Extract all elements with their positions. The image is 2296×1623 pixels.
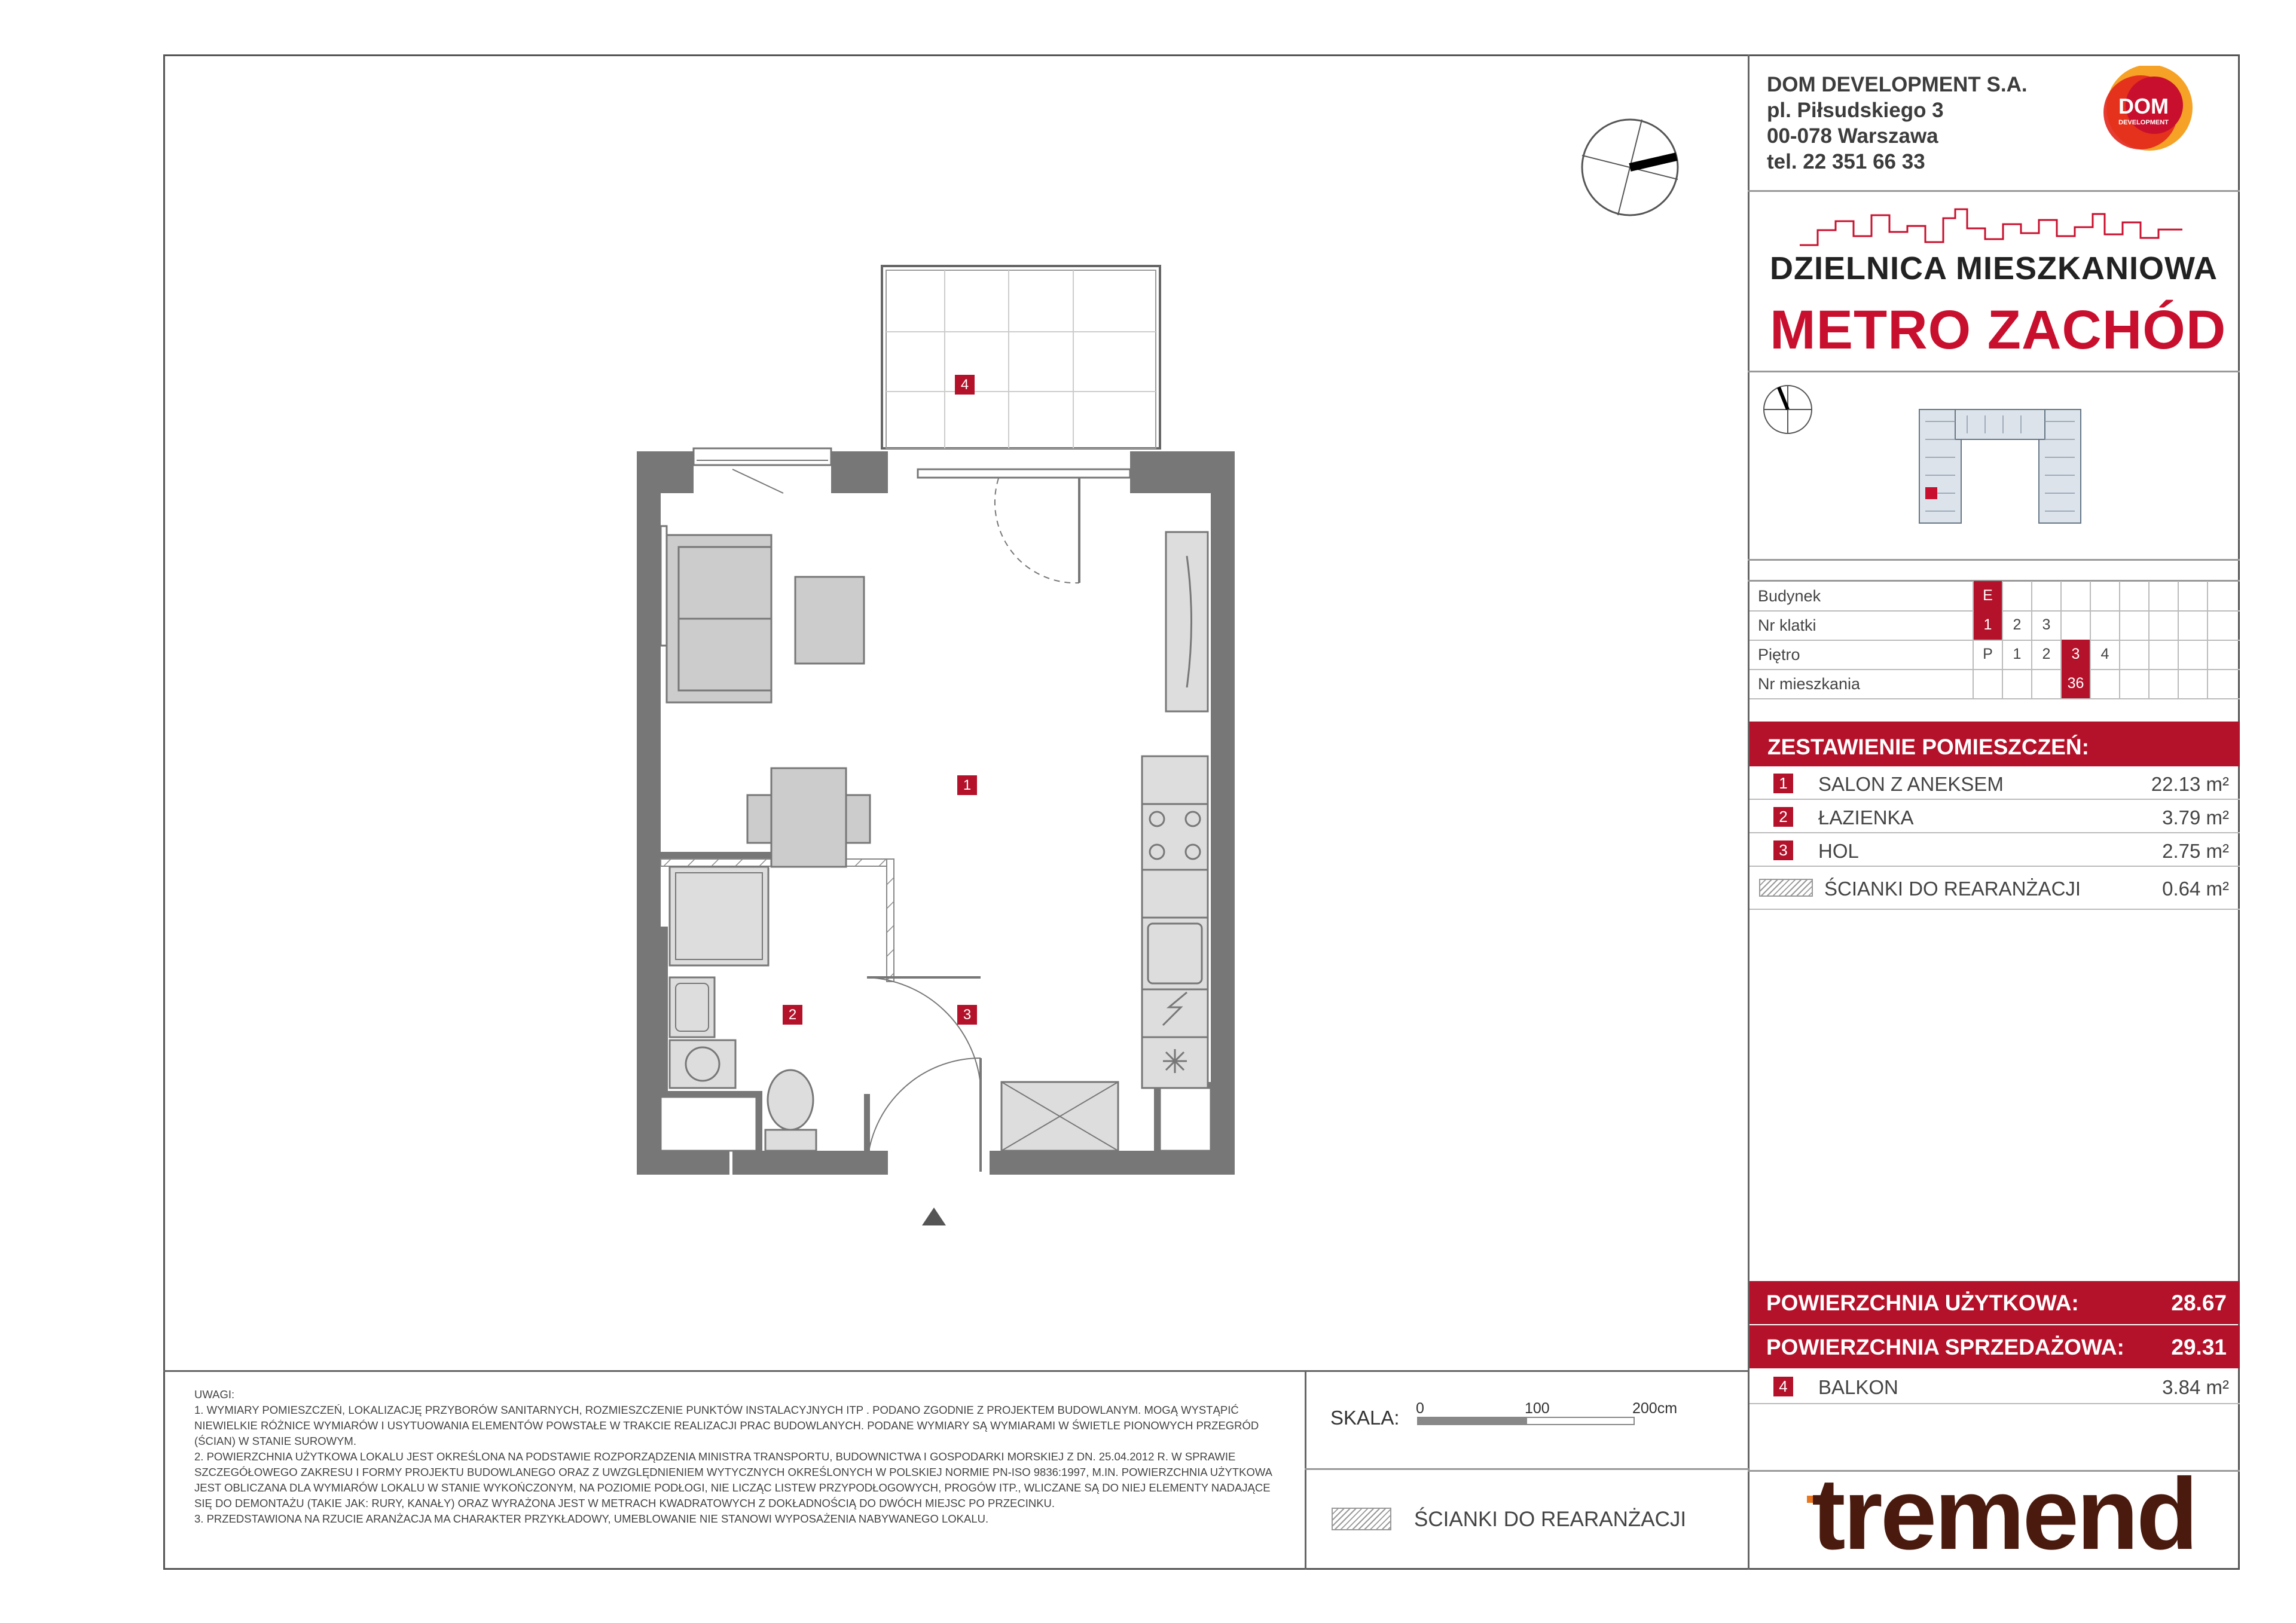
company-phone: tel. 22 351 66 33 <box>1767 150 1925 173</box>
plan-label-balcony: 4 <box>955 375 975 395</box>
partitions-swatch <box>1759 879 1813 897</box>
staircase-cell: 2 <box>2002 610 2031 640</box>
flat-label: Nr mieszkania <box>1758 675 1861 693</box>
floor-cell <box>2119 640 2148 669</box>
estate-line1: DZIELNICA MIESZKANIOWA <box>1770 250 2218 286</box>
company-street: pl. Piłsudskiego 3 <box>1767 99 1944 122</box>
flat-cell <box>2119 669 2148 698</box>
floor-cell: 3 <box>2060 640 2090 669</box>
floor-cell: 1 <box>2002 640 2031 669</box>
scale-tick-100: 100 <box>1525 1400 1550 1417</box>
room-row <box>1750 800 2240 833</box>
room-area: 22.13 m² <box>2151 773 2229 795</box>
floor-cell <box>2207 640 2236 669</box>
building-cell <box>2178 581 2207 610</box>
building-cell: E <box>1973 581 2002 610</box>
company-city: 00-078 Warszawa <box>1767 124 1938 148</box>
legend-divider <box>1305 1468 1749 1470</box>
room-area: 2.75 m² <box>2162 840 2229 862</box>
building-cell <box>2119 581 2148 610</box>
flat-cell <box>1973 669 2002 698</box>
keyplan-divider <box>1748 559 2240 561</box>
floor-cell: P <box>1973 640 2002 669</box>
building-cell <box>2031 581 2060 610</box>
notes-title: UWAGI: <box>194 1388 235 1401</box>
compass-icon <box>1576 114 1684 221</box>
flat-cell <box>2148 669 2178 698</box>
balcony-name: BALKON <box>1818 1376 1898 1398</box>
room-number: 3 <box>1773 840 1793 860</box>
scale-divider <box>1305 1370 1306 1570</box>
company-name: DOM DEVELOPMENT S.A. <box>1767 73 2028 96</box>
floor-cell <box>2178 640 2207 669</box>
floor-cell: 2 <box>2031 640 2060 669</box>
compass-small-icon <box>1761 383 1815 436</box>
skyline-icon <box>1800 203 2182 251</box>
location-row-floor <box>1750 640 2240 670</box>
room-name: SALON Z ANEKSEM <box>1818 773 2004 795</box>
staircase-cell <box>2178 610 2207 640</box>
room-number: 2 <box>1773 807 1793 827</box>
staircase-cell <box>2060 610 2090 640</box>
building-keyplan <box>1913 398 2087 529</box>
building-cell <box>2090 581 2119 610</box>
flat-cell <box>2002 669 2031 698</box>
flat-cell <box>2207 669 2236 698</box>
staircase-label: Nr klatki <box>1758 616 1816 634</box>
balcony-row <box>1750 1370 2240 1404</box>
plan-label-hall: 3 <box>957 1005 977 1025</box>
partitions-area: 0.64 m² <box>2162 878 2229 900</box>
flat-cell <box>2090 669 2119 698</box>
staircase-cell <box>2148 610 2178 640</box>
scale-tick-0: 0 <box>1416 1400 1424 1417</box>
usable-area-label: POWIERZCHNIA UŻYTKOWA: <box>1766 1291 2079 1315</box>
tremend-logo: tremend <box>1812 1457 2196 1571</box>
building-cell <box>2060 581 2090 610</box>
rooms-header: ZESTAWIENIE POMIESZCZEŃ: <box>1750 722 2240 766</box>
room-area: 3.79 m² <box>2162 806 2229 829</box>
header-divider <box>1748 190 2240 192</box>
plan-label-bathroom: 2 <box>783 1005 802 1025</box>
floor-cell <box>2148 640 2178 669</box>
note-3: 3. PRZEDSTAWIONA NA RZUCIE ARANŻACJA MA CHARAKTER PRZYKŁADOWY, UMEBLOWANIE NIE STANOWI WYPOSAŻENIA NABYWANEGO LOKALU. <box>194 1512 989 1525</box>
room-row <box>1750 766 2240 800</box>
floor-plan <box>628 257 1244 1237</box>
balcony-number: 4 <box>1773 1377 1793 1396</box>
location-row-staircase <box>1750 610 2240 641</box>
room-name: HOL <box>1818 840 1859 862</box>
room-name: ŁAZIENKA <box>1818 806 1914 829</box>
flat-cell <box>2178 669 2207 698</box>
floor-label: Piętro <box>1758 646 1800 664</box>
usable-area-bar <box>1750 1281 2240 1324</box>
balcony-area: 3.84 m² <box>2162 1376 2229 1398</box>
flat-cell <box>2031 669 2060 698</box>
estate-line2: METRO ZACHÓD <box>1770 299 2227 360</box>
staircase-cell <box>2119 610 2148 640</box>
floor-cell: 4 <box>2090 640 2119 669</box>
logo-text: DOM <box>2118 94 2169 118</box>
building-cell <box>2002 581 2031 610</box>
location-row-flat <box>1750 669 2240 699</box>
notes <box>194 1387 1289 1527</box>
staircase-cell: 3 <box>2031 610 2060 640</box>
notes-divider <box>163 1370 1749 1372</box>
location-row-building <box>1750 581 2240 612</box>
flat-cell: 36 <box>2060 669 2090 698</box>
legend-hatch-swatch <box>1332 1508 1391 1530</box>
partitions-row <box>1750 867 2240 910</box>
sale-area-label: POWIERZCHNIA SPRZEDAŻOWA: <box>1766 1335 2124 1359</box>
legend-partitions: ŚCIANKI DO REARANŻACJI <box>1414 1508 1687 1531</box>
room-number: 1 <box>1773 774 1793 793</box>
staircase-cell <box>2090 610 2119 640</box>
scale-bar-filled <box>1417 1417 1526 1425</box>
staircase-cell: 1 <box>1973 610 2002 640</box>
estate-divider <box>1748 371 2240 372</box>
room-row <box>1750 833 2240 867</box>
note-2: 2. POWIERZCHNIA UŻYTKOWA LOKALU JEST OKREŚLONA NA PODSTAWIE ROZPORZĄDZENIA MINISTRA TRANSPORTU, BUDOWNICTWA I GOSPODARKI MORSKIEJ Z DN. 25.04.2012 R. W SPRAWIE SZCZEGÓŁOWEGO ZAKRESU I FORMY PROJEKTU BUDOWLANEGO ORAZ Z UWZGLĘDNIENIEM WYTYCZNYCH OKREŚLONYCH W POLSKIEJ NORMIE PN-ISO 9836:1997, M.IN. POWIERZCHNIA UŻYTKOWA JEST OBLICZANA DLA WYMIARÓW LOKALU W STANIE WYKOŃCZONYM, NA POZIOMIE PODŁOGI, NIE LICZĄC LISTEW PRZYPODŁOGOWYCH, PROGÓW ITP., WLICZANE SĄ DO NIEJ ELEMENTY NADAJĄCE SIĘ DO DEMONTAŻU (TAKIE JAK: RURY, KANAŁY) ORAZ WYRAŻONA JEST W METRACH KWADRATOWYCH Z DOKŁADNOŚCIĄ DO DWÓCH MIEJSC PO PRZECINKU. <box>194 1450 1272 1509</box>
plan-label-living-room: 1 <box>957 775 977 795</box>
logo-subtext: DEVELOPMENT <box>2118 119 2169 126</box>
usable-area-value: 28.67 <box>2171 1291 2227 1315</box>
scale-tick-200: 200cm <box>1632 1400 1678 1417</box>
building-cell <box>2207 581 2236 610</box>
building-cell <box>2148 581 2178 610</box>
partitions-name: ŚCIANKI DO REARANŻACJI <box>1824 878 2081 900</box>
note-1: 1. WYMIARY POMIESZCZEŃ, LOKALIZACJĘ PRZYBORÓW SANITARNYCH, ROZMIESZCZENIE PUNKTÓW INSTALACYJNYCH ITP . PODANO ZGODNIE Z PROJEKTEM BUDOWLANYM. MOGĄ WYSTĄPIĆ NIEWIELKIE RÓŻNICE WYMIARÓW I USYTUOWANIA ELEMENTÓW POWSTAŁE W TRAKCIE REALIZACJI PRAC BUDOWLANYCH. PODANE WYMIARY SĄ WYMIARAMI W ŚWIETLE PIONOWYCH PRZEGRÓD (ŚCIAN) W STANIE SUROWYM. <box>194 1404 1259 1447</box>
building-label: Budynek <box>1758 587 1821 605</box>
sale-area-value: 29.31 <box>2171 1335 2227 1359</box>
scale-bar-empty <box>1526 1417 1635 1425</box>
company-info <box>1767 72 2028 175</box>
staircase-cell <box>2207 610 2236 640</box>
scale-label: SKALA: <box>1330 1407 1400 1429</box>
sale-area-bar <box>1750 1325 2240 1368</box>
